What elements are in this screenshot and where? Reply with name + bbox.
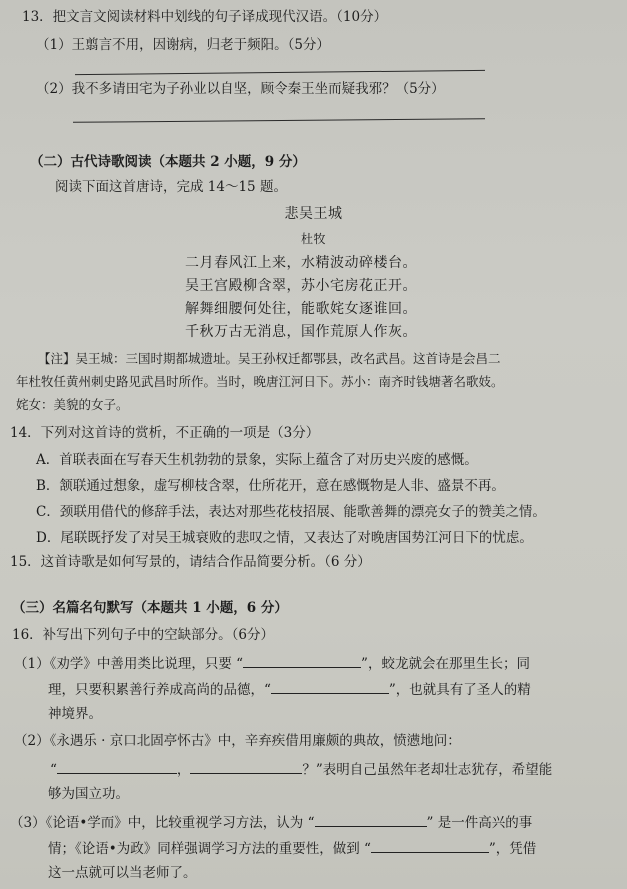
poem-note-line: 【注】吴王城：三国时期都城遗址。吴王孙权迁都鄂县，改名武昌。这首诗是会昌二 <box>38 351 501 366</box>
answer-line <box>73 118 485 123</box>
q16-item3-line1 <box>10 812 532 832</box>
section2-instruction: 阅读下面这首唐诗，完成 14～15 题。 <box>55 179 287 195</box>
poem-line: 吴王宫殿柳含翠，苏小宅房花正开。 <box>185 278 417 294</box>
poem-line: 解舞细腰何处往，能歌姹女逐谁回。 <box>185 301 417 317</box>
poem-note-line: 年杜牧任黄州刺史路见武昌时所作。当时，晚唐江河日下。苏小：南齐时钱塘著名歌妓。 <box>16 374 504 389</box>
q14-stem: 14．下列对这首诗的赏析，不正确的一项是（3分） <box>10 425 320 441</box>
poem-line: 千秋万古无消息，国作荒原人作灰。 <box>185 324 417 340</box>
q16-item3-text: 情；《论语•为政》同样强调学习方法的重要性，做到 “ <box>48 841 371 857</box>
q16-item2-text: ， <box>176 762 191 778</box>
q13-sub2: （2）我不多请田宅为子孙业以自坚，顾令秦王坐而疑我邪？（5分） <box>36 81 445 97</box>
q14-option-c: C．颈联用借代的修辞手法，表达对那些花枝招展、能歌善舞的漂亮女子的赞美之情。 <box>36 504 546 520</box>
q16-item3-text: （3）《论语•学而》中，比较重视学习方法，认为 “ <box>10 815 315 831</box>
poem-line: 二月春风江上来，水精波动碎楼台。 <box>185 255 417 271</box>
poem-title: 悲吴王城 <box>284 206 343 222</box>
q16-item2-text: “ <box>50 762 57 778</box>
q16-item2-line1: （2）《永遇乐 · 京口北固亭怀古》中，辛弃疾借用廉颇的典故，愤懑地问： <box>14 733 461 749</box>
answer-blank[interactable] <box>243 653 361 668</box>
poem-author: 杜牧 <box>300 232 326 246</box>
q16-item1-text: ”，也就具有了圣人的精 <box>388 682 531 698</box>
q16-item1-text: （1）《劝学》中善用类比说理，只要 “ <box>14 656 244 672</box>
q16-stem: 16．补写出下列句子中的空缺部分。（6分） <box>12 627 275 643</box>
q16-item2-line2 <box>50 759 552 779</box>
q13-title: 13．把文言文阅读材料中划线的句子译成现代汉语。（10分） <box>22 9 388 25</box>
q16-item3-line2 <box>48 838 536 858</box>
q14-option-d: D．尾联既抒发了对吴王城衰败的悲叹之情，又表达了对晚唐国势江河日下的忧虑。 <box>36 530 533 546</box>
q16-item1-text: 理，只要积累善行养成高尚的品德，“ <box>48 682 271 698</box>
section2-heading: （二）古代诗歌阅读（本题共 2 小题，9 分） <box>30 154 306 170</box>
q16-item1-line1 <box>14 653 530 673</box>
q13-sub1: （1）王翦言不用，因谢病，归老于频阳。（5分） <box>36 37 330 53</box>
q16-item1-text: ”，蛟龙就会在那里生长；同 <box>361 656 530 672</box>
q16-item2-line3: 够为国立功。 <box>48 786 129 802</box>
q16-item3-text: ”，凭借 <box>488 841 537 857</box>
q14-option-b: B．颔联通过想象，虚写柳枝含翠，仕所花开，意在感慨物是人非、盛景不再。 <box>36 478 505 494</box>
answer-blank[interactable] <box>315 812 427 827</box>
poem-note-line: 姹女：美貌的女子。 <box>16 397 129 412</box>
answer-blank[interactable] <box>57 759 177 774</box>
q16-item3-line3: 这一点就可以当老师了。 <box>48 865 197 881</box>
answer-line <box>75 70 485 75</box>
q16-item3-text: ” 是一件高兴的事 <box>426 815 533 831</box>
answer-blank[interactable] <box>190 759 302 774</box>
section3-heading: （三）名篇名句默写（本题共 1 小题，6 分） <box>12 600 288 616</box>
answer-blank[interactable] <box>371 838 489 853</box>
q16-item1-line3: 神境界。 <box>48 706 102 722</box>
q15-stem: 15．这首诗歌是如何写景的，请结合作品简要分析。（6 分） <box>10 554 371 570</box>
q14-option-a: A．首联表面在写春天生机勃勃的景象，实际上蕴含了对历史兴废的感慨。 <box>36 452 478 468</box>
q16-item2-text: ？”表明自己虽然年老却壮志犹存，希望能 <box>302 762 553 778</box>
q16-item1-line2 <box>48 679 531 699</box>
answer-blank[interactable] <box>271 679 389 694</box>
